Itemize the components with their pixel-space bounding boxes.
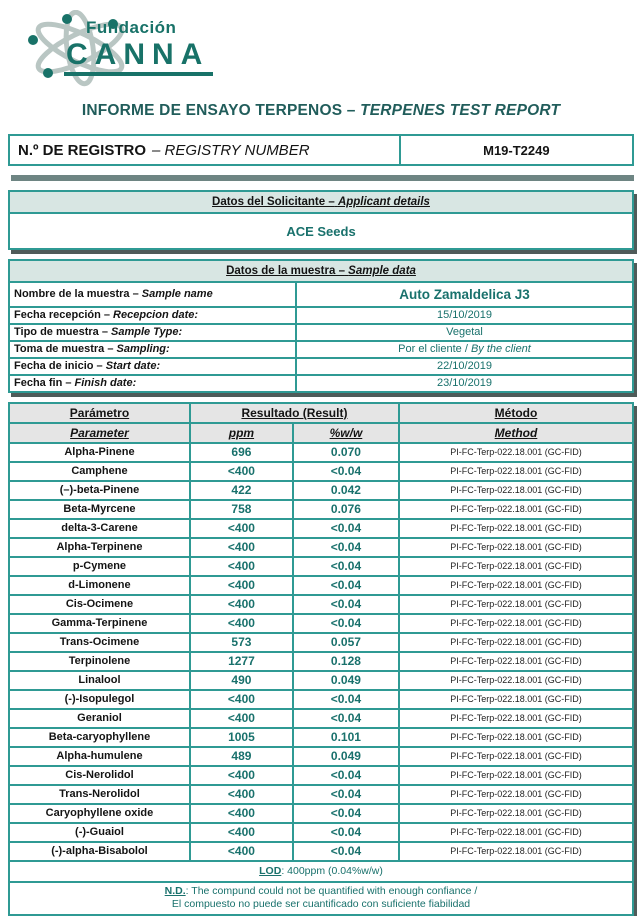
ppm-value: <400 [190,823,293,842]
percent-value: <0.04 [293,823,399,842]
ppm-value: 1005 [190,728,293,747]
result-row [9,709,633,728]
lod-note: LOD: 400ppm (0.04%w/w) [9,861,633,882]
method-name: PI-FC-Terp-022.18.001 (GC-FID) [399,633,633,652]
percent-value: <0.04 [293,538,399,557]
method-name: PI-FC-Terp-022.18.001 (GC-FID) [399,690,633,709]
ppm-value: <400 [190,785,293,804]
ppm-value: 1277 [190,652,293,671]
col-header-method: Method [399,423,633,443]
parameter-name: Beta-Myrcene [9,500,190,519]
method-name: PI-FC-Terp-022.18.001 (GC-FID) [399,614,633,633]
method-name: PI-FC-Terp-022.18.001 (GC-FID) [399,462,633,481]
parameter-name: delta-3-Carene [9,519,190,538]
sample-row [9,324,633,341]
sample-field-value: Auto Zamaldelica J3 [296,282,633,307]
applicant-section [8,190,634,250]
title-es: INFORME DE ENSAYO TERPENOS – [81,102,356,119]
result-row [9,633,633,652]
sample-field-value: Por el cliente / By the client [296,341,633,358]
parameter-name: (–)-beta-Pinene [9,481,190,500]
registry-box [8,134,634,166]
parameter-name: Geraniol [9,709,190,728]
applicant-header: Datos del Solicitante – Applicant details [9,191,633,213]
ppm-value: 758 [190,500,293,519]
result-row [9,728,633,747]
parameter-name: Cis-Ocimene [9,595,190,614]
method-name: PI-FC-Terp-022.18.001 (GC-FID) [399,443,633,462]
sample-rows [9,282,633,392]
col-header-parametro: Parámetro [9,403,190,423]
method-name: PI-FC-Terp-022.18.001 (GC-FID) [399,576,633,595]
result-row [9,595,633,614]
section-divider [11,175,634,181]
ppm-value: <400 [190,766,293,785]
ppm-value: 573 [190,633,293,652]
result-row [9,842,633,861]
method-name: PI-FC-Terp-022.18.001 (GC-FID) [399,804,633,823]
ppm-value: 422 [190,481,293,500]
method-name: PI-FC-Terp-022.18.001 (GC-FID) [399,481,633,500]
result-row [9,576,633,595]
ppm-value: 490 [190,671,293,690]
percent-value: <0.04 [293,766,399,785]
parameter-name: Gamma-Terpinene [9,614,190,633]
method-name: PI-FC-Terp-022.18.001 (GC-FID) [399,671,633,690]
result-row [9,823,633,842]
percent-value: <0.04 [293,842,399,861]
sample-section [8,259,634,393]
parameter-name: Linalool [9,671,190,690]
sample-row [9,282,633,307]
result-row [9,519,633,538]
method-name: PI-FC-Terp-022.18.001 (GC-FID) [399,595,633,614]
applicant-header-row [9,191,633,213]
result-row [9,747,633,766]
sample-field-label: Tipo de muestra – Sample Type: [9,324,296,341]
percent-value: 0.070 [293,443,399,462]
ppm-value: <400 [190,709,293,728]
sample-field-value: 22/10/2019 [296,358,633,375]
percent-value: <0.04 [293,690,399,709]
result-row [9,652,633,671]
registry-label-en: – REGISTRY NUMBER [152,141,310,159]
parameter-name: Alpha-Pinene [9,443,190,462]
results-section [8,402,634,916]
percent-value: 0.101 [293,728,399,747]
ppm-value: <400 [190,576,293,595]
parameter-name: (-)-Isopulegol [9,690,190,709]
sample-row [9,307,633,324]
registry-label [10,136,399,164]
parameter-name: Caryophyllene oxide [9,804,190,823]
sample-field-value: 23/10/2019 [296,375,633,392]
percent-value: <0.04 [293,709,399,728]
result-row [9,557,633,576]
method-name: PI-FC-Terp-022.18.001 (GC-FID) [399,766,633,785]
method-name: PI-FC-Terp-022.18.001 (GC-FID) [399,842,633,861]
parameter-name: (-)-Guaiol [9,823,190,842]
percent-value: <0.04 [293,595,399,614]
result-row [9,538,633,557]
result-row [9,443,633,462]
sample-field-label: Fecha recepción – Recepcion date: [9,307,296,324]
percent-value: <0.04 [293,557,399,576]
results-header-row-2 [9,423,633,443]
result-row [9,785,633,804]
col-header-parameter: Parameter [9,423,190,443]
ppm-value: <400 [190,557,293,576]
sample-header-row [9,260,633,282]
parameter-name: Alpha-humulene [9,747,190,766]
page-title [8,102,634,120]
parameter-name: Beta-caryophyllene [9,728,190,747]
ppm-value: <400 [190,519,293,538]
col-header-pct: %w/w [293,423,399,443]
sample-row [9,358,633,375]
parameter-name: (-)-alpha-Bisabolol [9,842,190,861]
result-row [9,462,633,481]
percent-value: <0.04 [293,519,399,538]
method-name: PI-FC-Terp-022.18.001 (GC-FID) [399,519,633,538]
parameter-name: Terpinolene [9,652,190,671]
sample-row [9,375,633,392]
ppm-value: <400 [190,690,293,709]
canna-logo [8,8,634,90]
registry-number: M19-T2249 [399,136,632,164]
percent-value: <0.04 [293,804,399,823]
method-name: PI-FC-Terp-022.18.001 (GC-FID) [399,728,633,747]
sample-field-label: Nombre de la muestra – Sample name [9,282,296,307]
parameter-name: Camphene [9,462,190,481]
percent-value: <0.04 [293,785,399,804]
sample-field-label: Fecha fin – Finish date: [9,375,296,392]
sample-field-value: 15/10/2019 [296,307,633,324]
title-en: TERPENES TEST REPORT [360,102,561,119]
col-header-metodo: Método [399,403,633,423]
ppm-value: 489 [190,747,293,766]
applicant-value-row [9,213,633,249]
method-name: PI-FC-Terp-022.18.001 (GC-FID) [399,500,633,519]
logo-fundacion-text: Fundación [86,18,177,37]
percent-value: <0.04 [293,576,399,595]
parameter-name: Trans-Ocimene [9,633,190,652]
col-header-ppm: ppm [190,423,293,443]
percent-value: <0.04 [293,462,399,481]
ppm-value: 696 [190,443,293,462]
ppm-value: <400 [190,538,293,557]
method-name: PI-FC-Terp-022.18.001 (GC-FID) [399,652,633,671]
sample-field-value: Vegetal [296,324,633,341]
percent-value: <0.04 [293,614,399,633]
sample-field-label: Toma de muestra – Sampling: [9,341,296,358]
method-name: PI-FC-Terp-022.18.001 (GC-FID) [399,557,633,576]
percent-value: 0.042 [293,481,399,500]
result-row [9,614,633,633]
ppm-value: <400 [190,614,293,633]
parameter-name: d-Limonene [9,576,190,595]
col-header-resultado: Resultado (Result) [190,403,399,423]
method-name: PI-FC-Terp-022.18.001 (GC-FID) [399,747,633,766]
parameter-name: Alpha-Terpinene [9,538,190,557]
method-name: PI-FC-Terp-022.18.001 (GC-FID) [399,709,633,728]
parameter-name: p-Cymene [9,557,190,576]
result-row [9,766,633,785]
percent-value: 0.049 [293,671,399,690]
lod-row [9,861,633,882]
sample-row [9,341,633,358]
ppm-value: <400 [190,804,293,823]
applicant-name: ACE Seeds [9,213,633,249]
method-name: PI-FC-Terp-022.18.001 (GC-FID) [399,823,633,842]
percent-value: 0.076 [293,500,399,519]
method-name: PI-FC-Terp-022.18.001 (GC-FID) [399,785,633,804]
parameter-name: Trans-Nerolidol [9,785,190,804]
parameter-name: Cis-Nerolidol [9,766,190,785]
result-row [9,671,633,690]
percent-value: 0.128 [293,652,399,671]
percent-value: 0.057 [293,633,399,652]
sample-header: Datos de la muestra – Sample data [9,260,633,282]
nd-note: N.D.: The compund could not be quantified with enough confiance / El compuesto no puede ser cuantificado con suficiente fiabilidad [9,882,633,915]
method-name: PI-FC-Terp-022.18.001 (GC-FID) [399,538,633,557]
ppm-value: <400 [190,462,293,481]
ppm-value: <400 [190,595,293,614]
result-row [9,690,633,709]
logo-canna-text: CANNA [64,40,213,76]
ppm-value: <400 [190,842,293,861]
result-row [9,500,633,519]
result-row [9,481,633,500]
sample-field-label: Fecha de inicio – Start date: [9,358,296,375]
result-row [9,804,633,823]
results-rows [9,443,633,861]
percent-value: 0.049 [293,747,399,766]
registry-label-es: N.º DE REGISTRO [18,141,146,159]
results-header-row-1 [9,403,633,423]
